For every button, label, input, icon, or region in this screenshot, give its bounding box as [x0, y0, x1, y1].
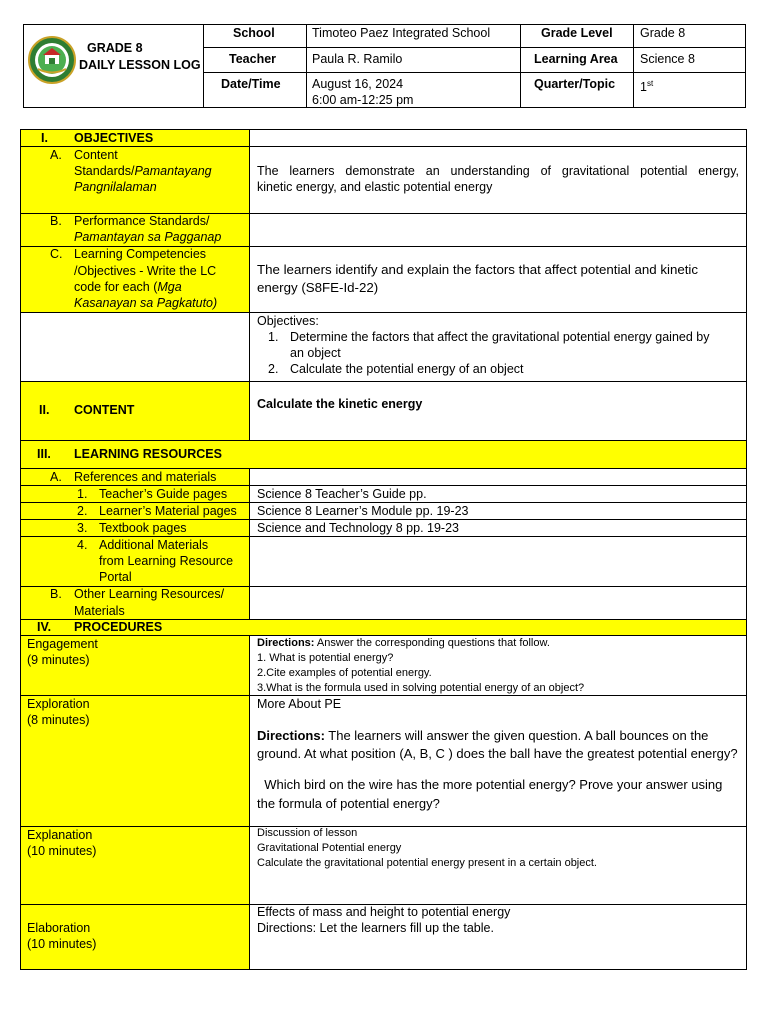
references-letter: A. — [50, 470, 62, 484]
procedures-title: PROCEDURES — [74, 620, 163, 634]
elaboration-label: Elaboration — [27, 921, 91, 935]
learning-area-value: Science 8 — [640, 52, 695, 66]
objective-1-line-2: an object — [290, 346, 341, 360]
procedures-number: IV. — [37, 620, 52, 634]
additional-materials-label-1: Additional Materials — [99, 538, 209, 552]
grade-level-value: Grade 8 — [640, 26, 686, 40]
quarter-number: 1 — [640, 80, 647, 95]
objective-2-line-1: Calculate the potential energy of an object — [290, 362, 524, 376]
exploration-heading: More About PE — [257, 697, 342, 711]
content-standards-letter: A. — [50, 148, 62, 162]
school-logo-icon — [28, 36, 76, 84]
explanation-line-2: Gravitational Potential energy — [257, 842, 402, 854]
explanation-line-1: Discussion of lesson — [257, 827, 358, 839]
competencies-label-2: /Objectives - Write the LC — [74, 264, 217, 278]
engagement-question-3: 3.What is the formula used in solving potential energy of an object? — [257, 682, 585, 694]
time-value: 6:00 am-12:25 pm — [312, 93, 414, 107]
grade-level-label: Grade Level — [541, 26, 613, 40]
competencies-value-1: The learners identify and explain the factors that affect potential and kinetic — [257, 262, 699, 277]
content-title: CONTENT — [74, 403, 135, 417]
competencies-label-4: Kasanayan sa Pagkatuto) — [74, 296, 218, 310]
content-standards-label-2b: Pamantayang — [134, 164, 212, 178]
learning-area-label: Learning Area — [534, 52, 618, 66]
engagement-question-1: 1. What is potential energy? — [257, 652, 394, 664]
textbook-value: Science and Technology 8 pp. 19-23 — [257, 521, 460, 535]
teacher-label: Teacher — [229, 52, 277, 66]
teachers-guide-value: Science 8 Teacher’s Guide pp. — [257, 487, 427, 501]
exploration-directions-line-2: ground. At what position (A, B, C ) does the ball have the greatest potential energy? — [257, 746, 738, 761]
engagement-label: Engagement — [27, 637, 98, 651]
elaboration-time: (10 minutes) — [27, 937, 97, 951]
other-resources-letter: B. — [50, 587, 62, 601]
content-standards-label-1: Content — [74, 148, 118, 162]
teacher-value: Paula R. Ramilo — [312, 52, 403, 66]
header-title-line1: GRADE 8 — [87, 41, 143, 55]
performance-standards-label-1: Performance Standards/ — [74, 214, 210, 228]
additional-materials-number: 4. — [77, 538, 88, 552]
school-value: Timoteo Paez Integrated School — [312, 26, 491, 40]
teachers-guide-number: 1. — [77, 487, 88, 501]
date-value: August 16, 2024 — [312, 77, 404, 91]
additional-materials-label-2: from Learning Resource — [99, 554, 234, 568]
explanation-label: Explanation — [27, 828, 93, 842]
engagement-directions-label: Directions: — [257, 637, 315, 649]
elaboration-line-2: Directions: Let the learners fill up the table. — [257, 921, 494, 935]
exploration-question-line-2: the formula of potential energy? — [257, 796, 440, 811]
competencies-label-1: Learning Competencies — [74, 247, 207, 261]
other-resources-label-2: Materials — [74, 604, 125, 618]
quarter-topic-label: Quarter/Topic — [534, 77, 616, 91]
exploration-directions-text-1: The learners will answer the given question. A ball bounces on the — [324, 728, 709, 743]
content-label-fill — [21, 381, 249, 440]
other-resources-label-1: Other Learning Resources/ — [74, 587, 225, 601]
engagement-directions — [257, 636, 550, 652]
engagement-time: (9 minutes) — [27, 653, 90, 667]
exploration-directions-line-1 — [257, 727, 708, 745]
exploration-question-line-1: Which bird on the wire has the more potential energy? Prove your answer using — [257, 777, 723, 792]
resources-title: LEARNING RESOURCES — [74, 447, 222, 461]
performance-standards-label-2: Pamantayan sa Pagganap — [74, 230, 222, 244]
learners-material-label: Learner’s Material pages — [99, 504, 237, 518]
additional-materials-label-3: Portal — [99, 570, 132, 584]
competencies-label-3b: Mga — [157, 280, 182, 294]
teachers-guide-label: Teacher’s Guide pages — [99, 487, 228, 501]
content-standards-label-2 — [74, 163, 212, 180]
textbook-label: Textbook pages — [99, 521, 187, 535]
exploration-time: (8 minutes) — [27, 713, 90, 727]
quarter-topic-value — [640, 76, 653, 96]
competencies-value-2: energy (S8FE-Id-22) — [257, 280, 379, 295]
header-title-line2: DAILY LESSON LOG — [79, 58, 201, 72]
competencies-label-3a: code for each ( — [74, 280, 158, 294]
content-standards-value-1: The learners demonstrate an understanding of gravitational potential energy, — [257, 164, 739, 178]
exploration-directions-label: Directions: — [257, 728, 325, 743]
objective-1-line-1: Determine the factors that affect the gravitational potential energy gained by — [290, 330, 710, 344]
elaboration-line-1: Effects of mass and height to potential energy — [257, 905, 511, 919]
quarter-suffix: st — [646, 79, 654, 88]
engagement-directions-text: Answer the corresponding questions that follow. — [314, 637, 550, 649]
objectives-title: OBJECTIVES — [74, 131, 154, 145]
content-number: II. — [39, 403, 50, 417]
engagement-question-2: 2.Cite examples of potential energy. — [257, 667, 432, 679]
competencies-letter: C. — [50, 247, 63, 261]
content-value: Calculate the kinetic energy — [257, 397, 423, 411]
references-label: References and materials — [74, 470, 217, 484]
learners-material-number: 2. — [77, 504, 88, 518]
content-standards-value-2: kinetic energy, and elastic potential energy — [257, 180, 493, 194]
resources-number: III. — [37, 447, 51, 461]
performance-standards-letter: B. — [50, 214, 62, 228]
explanation-line-3: Calculate the gravitational potential energy present in a certain object. — [257, 857, 597, 869]
school-label: School — [233, 26, 275, 40]
objective-1-number: 1. — [268, 330, 279, 344]
learners-material-value: Science 8 Learner’s Module pp. 19-23 — [257, 504, 469, 518]
textbook-number: 3. — [77, 521, 88, 535]
explanation-time: (10 minutes) — [27, 844, 97, 858]
objectives-number: I. — [41, 131, 48, 145]
date-time-label: Date/Time — [221, 77, 281, 91]
exploration-label: Exploration — [27, 697, 90, 711]
objective-2-number: 2. — [268, 362, 279, 376]
competencies-label-3 — [74, 279, 182, 296]
objectives-heading: Objectives: — [257, 314, 319, 328]
content-standards-label-3: Pangnilalaman — [74, 180, 157, 194]
content-standards-label-2a: Standards/ — [74, 164, 135, 178]
